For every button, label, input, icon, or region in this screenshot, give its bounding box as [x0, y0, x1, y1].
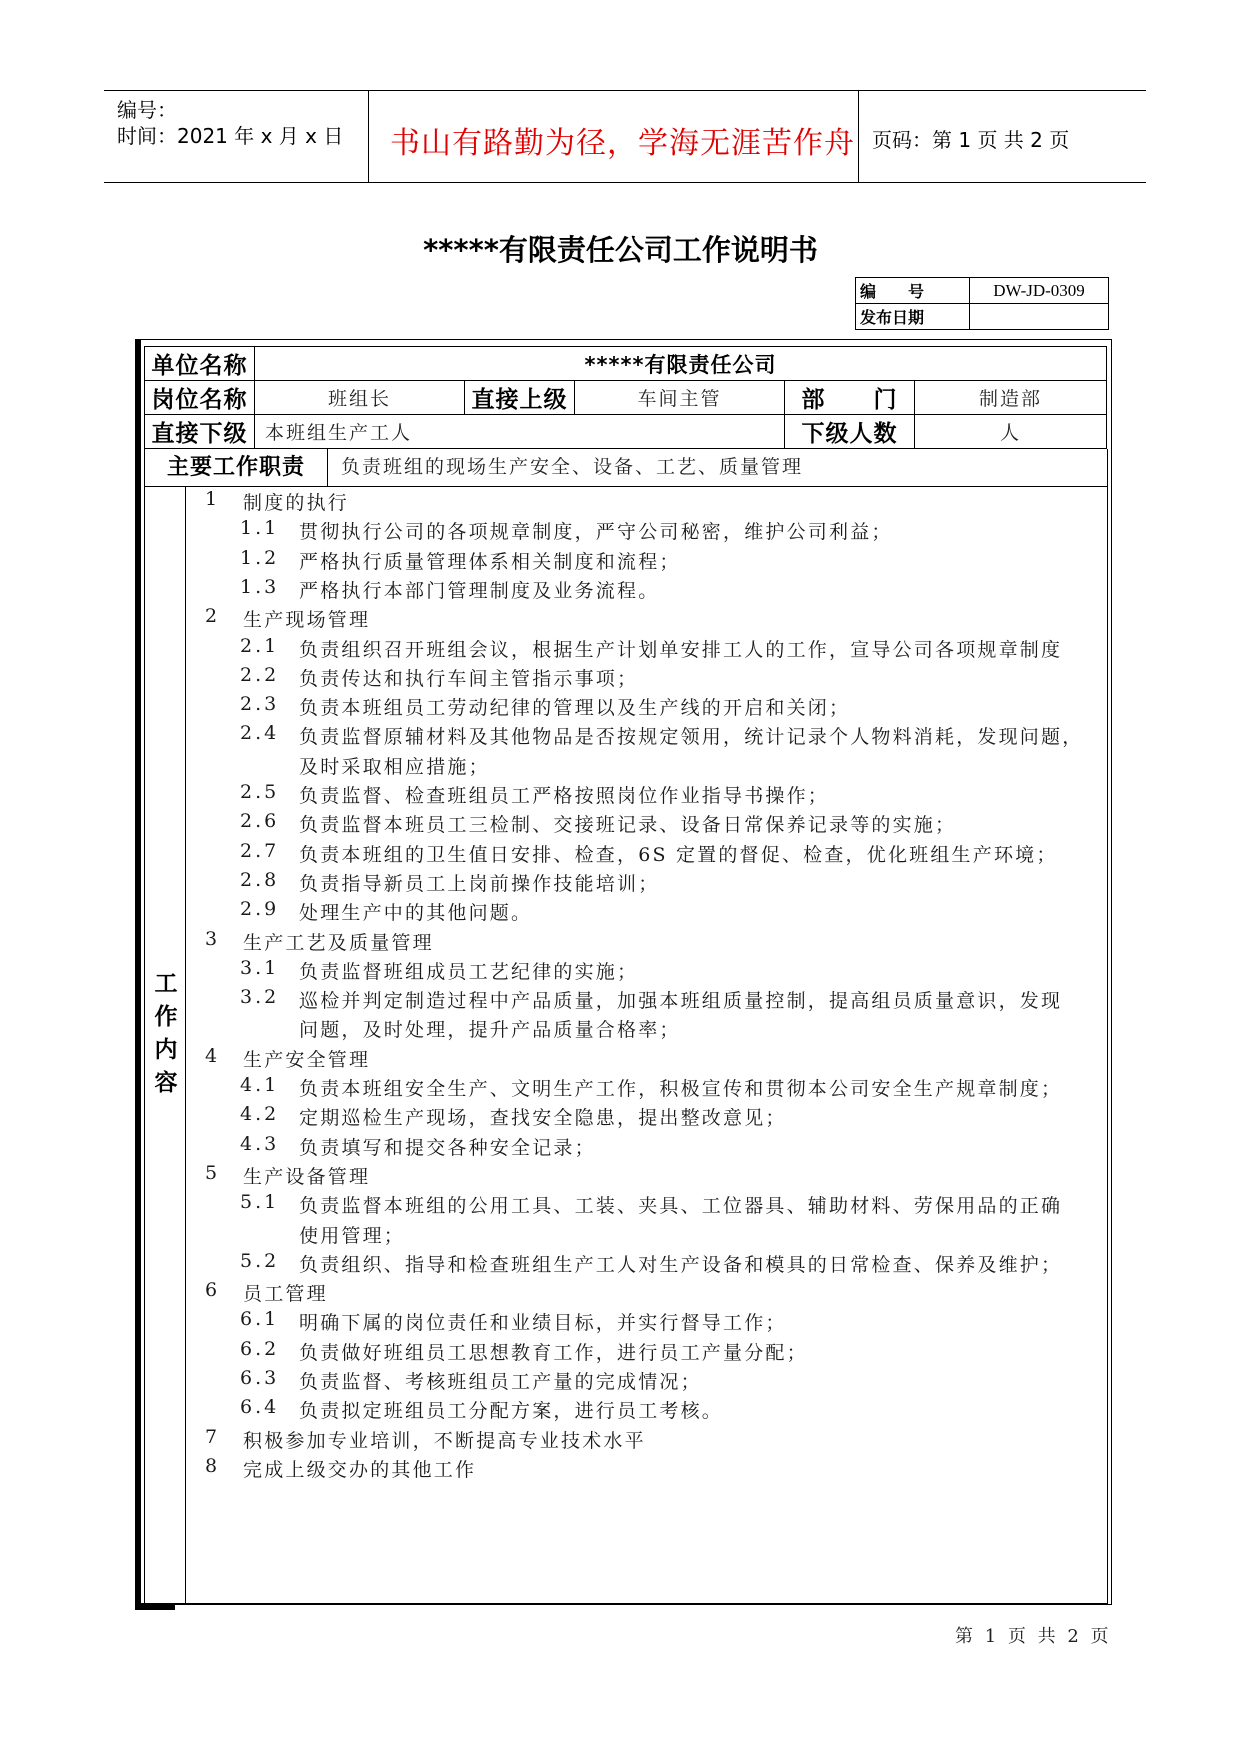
- content-item-number: 7: [205, 1425, 221, 1448]
- content-section-heading: 生产现场管理: [243, 609, 371, 632]
- header-bottom-rule: [104, 182, 1146, 183]
- superior-label: 直接上级: [465, 381, 575, 415]
- content-item-text: 负责监督班组成员工艺纪律的实施；: [299, 960, 639, 983]
- unit-label: 单位名称: [145, 347, 255, 381]
- header-time: 时间：2021 年 x 月 x 日: [117, 124, 344, 148]
- content-item-text: 负责监督、检查班组员工严格按照岗位作业指导书操作；: [299, 785, 830, 807]
- header-top-rule: [104, 90, 1146, 91]
- content-item-number: 3.1: [240, 956, 280, 979]
- content-item-number: 4.1: [240, 1074, 280, 1096]
- content-item-text: 定期巡检生产现场，查找安全隐患，提出整改意见；: [299, 1107, 787, 1130]
- work-content-label: [151, 968, 181, 1100]
- info-table: [144, 346, 1107, 449]
- content-section-heading: 积极参加专业培训，不断提高专业技术水平: [243, 1429, 646, 1452]
- unit-value: *****有限责任公司: [255, 347, 1107, 381]
- work-content-label-char: 内: [154, 1037, 178, 1063]
- meta-code-key: 编 号: [856, 278, 970, 304]
- content-item-text: 负责填写和提交各种安全记录；: [299, 1136, 596, 1159]
- content-item-number: 6.3: [240, 1367, 280, 1389]
- sub-count-label: 下级人数: [785, 415, 915, 449]
- duty-label: 主要工作职责: [145, 449, 328, 486]
- header-code-label: 编号：: [117, 98, 177, 122]
- meta-date-key: 发布日期: [856, 304, 970, 330]
- content-item-text: 负责监督原辅材料及其他物品是否按规定领用，统计记录个人物料消耗，发现问题，: [299, 726, 1084, 749]
- content-item-text: 使用管理；: [299, 1224, 406, 1247]
- content-item-number: 3: [205, 927, 221, 950]
- content-item-text: 负责传达和执行车间主管指示事项；: [299, 667, 639, 690]
- meta-code-value: DW-JD-0309: [970, 278, 1109, 304]
- content-item-text: 负责本班组的卫生值日安排、检查，6S 定置的督促、检查，优化班组生产环境；: [299, 843, 1058, 866]
- content-item-text: 明确下属的岗位责任和业绩目标，并实行督导工作；: [299, 1312, 787, 1335]
- content-item-number: 5.2: [240, 1249, 280, 1272]
- content-section-heading: 生产工艺及质量管理: [243, 931, 434, 954]
- content-item-text: 负责本班组安全生产、文明生产工作，积极宣传和贯彻本公司安全生产规章制度；: [299, 1078, 1063, 1100]
- header-page-label: 页码：第 1 页 共 2 页: [872, 128, 1070, 152]
- content-item-text: 处理生产中的其他问题。: [299, 902, 533, 925]
- frame-shadow-left: [135, 339, 141, 1610]
- content-item-number: 4: [205, 1044, 221, 1067]
- content-section-heading: 制度的执行: [243, 492, 350, 514]
- header-motto: 书山有路勤为径，学海无涯苦作舟: [390, 126, 855, 161]
- content-item-number: 1.2: [240, 546, 280, 569]
- content-item-text: 负责监督本班员工三检制、交接班记录、设备日常保养记录等的实施；: [299, 814, 957, 837]
- content-item-text: 负责监督、考核班组员工产量的完成情况；: [299, 1371, 702, 1393]
- content-item-text: 严格执行质量管理体系相关制度和流程；: [299, 550, 681, 573]
- superior-value: 车间主管: [575, 381, 785, 415]
- work-content-label-char: 作: [154, 1004, 178, 1030]
- content-item-number: 1: [205, 488, 221, 510]
- content-item-number: 4.2: [240, 1103, 280, 1126]
- content-item-number: 6.1: [240, 1308, 280, 1331]
- position-label: 岗位名称: [145, 381, 255, 415]
- content-item-text: 负责组织、指导和检查班组生产工人对生产设备和模具的日常检查、保养及维护；: [299, 1253, 1063, 1276]
- content-item-number: 4.3: [240, 1132, 280, 1155]
- content-item-number: 1.3: [240, 575, 280, 598]
- meta-date-value: [970, 304, 1109, 330]
- subordinate-value: 本班组生产工人: [255, 415, 785, 449]
- content-item-text: 负责指导新员工上岗前操作技能培训；: [299, 872, 660, 895]
- content-item-text: 负责做好班组员工思想教育工作，进行员工产量分配；: [299, 1341, 808, 1364]
- content-item-text: 问题，及时处理，提升产品质量合格率；: [299, 1019, 681, 1042]
- content-item-text: 及时采取相应措施；: [299, 755, 490, 778]
- content-item-number: 6.2: [240, 1337, 280, 1360]
- dept-value: 制造部: [915, 381, 1107, 415]
- meta-table: [855, 277, 1109, 330]
- work-content-label-column: [145, 486, 186, 1603]
- duty-row: [144, 449, 1108, 487]
- document-title: *****有限责任公司工作说明书: [423, 233, 818, 267]
- content-item-number: 2.6: [240, 810, 280, 833]
- content-item-text: 负责拟定班组员工分配方案，进行员工考核。: [299, 1400, 724, 1423]
- sub-count-value: 人: [915, 415, 1107, 449]
- header-divider-right: [858, 90, 859, 182]
- subordinate-label: 直接下级: [145, 415, 255, 449]
- content-item-number: 2.7: [240, 839, 280, 862]
- dept-label: 部 门: [785, 381, 915, 415]
- header-divider-left: [368, 90, 369, 182]
- content-item-number: 2.1: [240, 634, 280, 657]
- content-item-number: 2.4: [240, 722, 280, 745]
- page-footer: 第 1 页 共 2 页: [955, 1626, 1112, 1647]
- content-item-number: 2: [205, 605, 221, 628]
- content-section-heading: 员工管理: [243, 1283, 328, 1306]
- content-item-number: 2.3: [240, 693, 280, 716]
- content-item-text: 巡检并判定制造过程中产品质量，加强本班组质量控制，提高组员质量意识，发现: [299, 990, 1063, 1013]
- content-item-number: 8: [205, 1454, 221, 1477]
- content-item-number: 5: [205, 1161, 221, 1184]
- content-item-number: 1.1: [240, 517, 280, 540]
- content-item-number: 2.8: [240, 868, 280, 891]
- work-content-section: [144, 486, 1108, 1604]
- content-item-number: 2.5: [240, 781, 280, 803]
- content-item-number: 3.2: [240, 986, 280, 1009]
- position-value: 班组长: [255, 381, 465, 415]
- work-content-label-char: 容: [154, 1070, 178, 1096]
- content-item-text: 负责监督本班组的公用工具、工装、夹具、工位器具、辅助材料、劳保用品的正确: [299, 1195, 1063, 1218]
- duty-value: 负责班组的现场生产安全、设备、工艺、质量管理: [341, 456, 804, 478]
- content-item-text: 贯彻执行公司的各项规章制度，严守公司秘密，维护公司利益；: [299, 521, 893, 544]
- content-item-text: 负责本班组员工劳动纪律的管理以及生产线的开启和关闭；: [299, 697, 851, 720]
- content-section-heading: 完成上级交办的其他工作: [243, 1458, 477, 1481]
- content-item-number: 6: [205, 1279, 221, 1302]
- content-item-number: 5.1: [240, 1191, 280, 1214]
- content-item-text: 负责组织召开班组会议，根据生产计划单安排工人的工作，宣导公司各项规章制度: [299, 638, 1063, 661]
- work-content-label-char: 工: [154, 971, 178, 997]
- content-item-number: 6.4: [240, 1396, 280, 1419]
- content-item-number: 2.9: [240, 898, 280, 921]
- content-section-heading: 生产设备管理: [243, 1165, 371, 1188]
- frame-shadow-bottom: [135, 1603, 175, 1610]
- content-section-heading: 生产安全管理: [243, 1048, 371, 1071]
- content-item-text: 严格执行本部门管理制度及业务流程。: [299, 579, 660, 602]
- content-item-number: 2.2: [240, 663, 280, 686]
